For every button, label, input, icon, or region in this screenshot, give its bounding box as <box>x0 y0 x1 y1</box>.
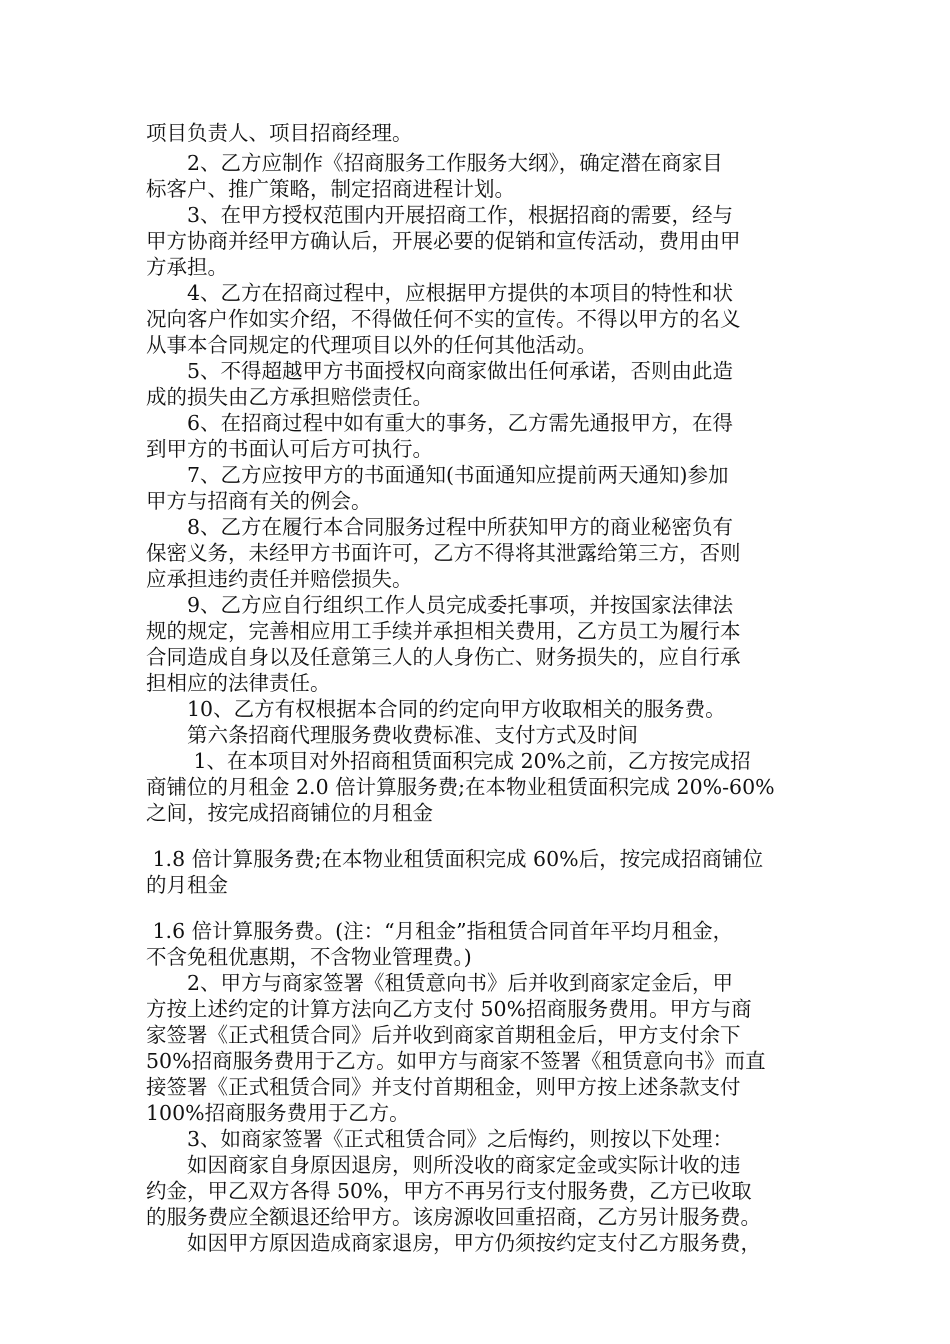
text-line: 7、乙方应按甲方的书面通知(书面通知应提前两天通知)参加 <box>146 463 729 487</box>
text-line: 50%招商服务费用于乙方。如甲方与商家不签署《租赁意向书》而直 <box>146 1049 766 1073</box>
text-line: 标客户、推广策略，制定招商进程计划。 <box>146 177 515 201</box>
text-line: 商铺位的月租金 2.0 倍计算服务费;在本物业租赁面积完成 20%-60% <box>146 775 775 799</box>
text-line: 3、在甲方授权范围内开展招商工作，根据招商的需要，经与 <box>146 203 734 227</box>
text-line: 2、乙方应制作《招商服务工作服务大纲》，确定潜在商家目 <box>146 151 723 175</box>
text-line: 到甲方的书面认可后方可执行。 <box>146 437 433 461</box>
text-line: 1.8 倍计算服务费;在本物业租赁面积完成 60%后，按完成招商铺位 <box>146 847 764 871</box>
text-line: 甲方与招商有关的例会。 <box>146 489 372 513</box>
text-line: 1.6 倍计算服务费。(注：“月租金”指租赁合同首年平均月租金， <box>146 919 734 943</box>
text-line: 家签署《正式租赁合同》后并收到商家首期租金后，甲方支付余下 <box>146 1023 741 1047</box>
text-line: 5、不得超越甲方书面授权向商家做出任何承诺，否则由此造 <box>146 359 734 383</box>
text-line: 的月租金 <box>146 873 228 897</box>
text-line: 应承担违约责任并赔偿损失。 <box>146 567 413 591</box>
text-line: 规的规定，完善相应用工手续并承担相关费用，乙方员工为履行本 <box>146 619 741 643</box>
text-line: 之间，按完成招商铺位的月租金 <box>146 801 433 825</box>
text-line: 4、乙方在招商过程中，应根据甲方提供的本项目的特性和状 <box>146 281 734 305</box>
text-line: 成的损失由乙方承担赔偿责任。 <box>146 385 433 409</box>
text-line: 如因甲方原因造成商家退房，甲方仍须按约定支付乙方服务费， <box>146 1231 761 1255</box>
text-line: 接签署《正式租赁合同》并支付首期租金，则甲方按上述条款支付 <box>146 1075 741 1099</box>
text-line: 担相应的法律责任。 <box>146 671 331 695</box>
text-line: 从事本合同规定的代理项目以外的任何其他活动。 <box>146 333 597 357</box>
text-line: 2、甲方与商家签署《租赁意向书》后并收到商家定金后，甲 <box>146 971 734 995</box>
text-line: 100%招商服务费用于乙方。 <box>146 1101 410 1125</box>
text-line: 项目负责人、项目招商经理。 <box>146 121 413 145</box>
text-line: 约金，甲乙双方各得 50%，甲方不再另行支付服务费，乙方已收取 <box>146 1179 752 1203</box>
text-line: 第六条招商代理服务费收费标准、支付方式及时间 <box>146 723 638 747</box>
text-line: 8、乙方在履行本合同服务过程中所获知甲方的商业秘密负有 <box>146 515 734 539</box>
text-line: 如因商家自身原因退房，则所没收的商家定金或实际计收的违 <box>146 1153 741 1177</box>
text-line: 3、如商家签署《正式租赁合同》之后悔约，则按以下处理： <box>146 1127 734 1151</box>
text-line: 方承担。 <box>146 255 228 279</box>
text-line: 9、乙方应自行组织工作人员完成委托事项，并按国家法律法 <box>146 593 734 617</box>
text-line: 6、在招商过程中如有重大的事务，乙方需先通报甲方，在得 <box>146 411 734 435</box>
text-line: 10、乙方有权根据本合同的约定向甲方收取相关的服务费。 <box>146 697 726 721</box>
text-line: 方按上述约定的计算方法向乙方支付 50%招商服务费用。甲方与商 <box>146 997 752 1021</box>
text-line: 的服务费应全额退还给甲方。该房源收回重招商，乙方另计服务费。 <box>146 1205 761 1229</box>
text-line: 合同造成自身以及任意第三人的人身伤亡、财务损失的，应自行承 <box>146 645 741 669</box>
text-line: 甲方协商并经甲方确认后，开展必要的促销和宣传活动，费用由甲 <box>146 229 741 253</box>
text-line: 况向客户作如实介绍，不得做任何不实的宣传。不得以甲方的名义 <box>146 307 741 331</box>
text-line: 保密义务，未经甲方书面许可，乙方不得将其泄露给第三方，否则 <box>146 541 741 565</box>
text-line: 不含免租优惠期，不含物业管理费。) <box>146 945 472 969</box>
text-line: 1、在本项目对外招商租赁面积完成 20%之前，乙方按完成招 <box>146 749 751 773</box>
